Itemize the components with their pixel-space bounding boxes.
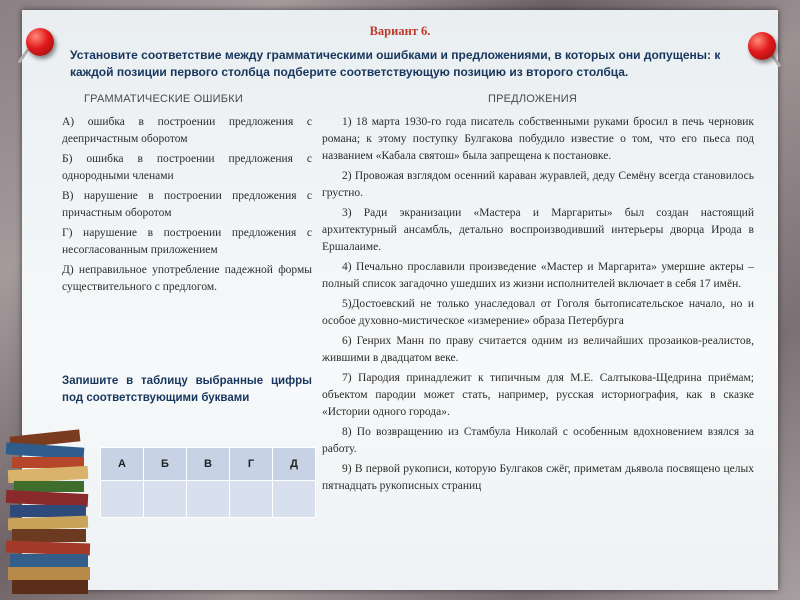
answer-letter: Д <box>273 448 316 481</box>
sentence-item: 3) Ради экранизации «Мастера и Маргариты» был создан настоящий архитектурный ансамбль, детально воспроизводивший интерьеры дворца Ирода в Ершалаиме. <box>322 207 754 253</box>
error-item: Г) нарушение в построении предложения с несогласованным приложением <box>62 227 312 256</box>
answer-letter: Г <box>230 448 273 481</box>
instruction-text: Запишите в таблицу выбранные цифры под соответствующими буквами <box>62 375 312 404</box>
answer-letter: А <box>101 448 144 481</box>
answer-table <box>100 447 316 518</box>
errors-list <box>62 114 312 299</box>
error-item: Б) ошибка в построении предложения с однородными членами <box>62 153 312 182</box>
sentence-item: 7) Пародия принадлежит к типичным для М.Е. Салтыкова-Щедрина приёмам; объектом пародии может стать, например, русская историография, как в сказке «Истории одного города». <box>322 372 754 418</box>
sentence-item: 2) Провожая взглядом осенний караван журавлей, деду Семёну всегда становилось грустно. <box>322 170 754 199</box>
sentences-column-header: ПРЕДЛОЖЕНИЯ <box>488 93 578 105</box>
answer-cell[interactable] <box>230 481 273 518</box>
books-stack-icon <box>0 425 100 600</box>
answer-cell[interactable] <box>187 481 230 518</box>
answer-letter: В <box>187 448 230 481</box>
sentences-list <box>322 114 754 498</box>
errors-column-header: ГРАММАТИЧЕСКИЕ ОШИБКИ <box>84 93 243 105</box>
sentence-item: 4) Печально прославили произведение «Мастер и Маргарита» умершие актеры – полный список загадочно ушедших из жизни исполнителей включает в себя 17 имён. <box>322 261 754 290</box>
sentence-item: 5)Достоевский не только унаследовал от Гоголя бытописательское начало, но и особое духовно-мистическое «измерение» образа Петербурга <box>322 298 754 327</box>
sentence-item: 6) Генрих Манн по праву считается одним из величайших прозаиков-реалистов, жившими в двадцатом веке. <box>322 335 754 364</box>
answer-cell[interactable] <box>273 481 316 518</box>
answer-cell[interactable] <box>144 481 187 518</box>
task-text: Установите соответствие между грамматическими ошибками и предложениями, в которых они допущены: к каждой позиции первого столбца подберите соответствующую позицию из второго столбца. <box>70 48 721 79</box>
answer-letter: Б <box>144 448 187 481</box>
sentence-item: 1) 18 марта 1930-го года писатель собственными руками бросил в печь черновик романа; к этому поступку Булгакова побудило известие о том, что его пьеса под названием «Кабала святош» была запрещена к постановке. <box>322 116 754 162</box>
error-item: В) нарушение в построении предложения с причастным оборотом <box>62 190 312 219</box>
answer-table-input-row <box>101 481 316 518</box>
error-item: А) ошибка в построении предложения с деепричастным оборотом <box>62 116 312 145</box>
answer-table-header-row <box>101 448 316 481</box>
error-item: Д) неправильное употребление падежной формы существительного с предлогом. <box>62 264 312 293</box>
sentence-item: 9) В первой рукописи, которую Булгаков сжёг, приметам дьявола посвящено целых пятнадцать рукописных страниц <box>322 463 754 492</box>
sentence-item: 8) По возвращению из Стамбула Николай с особенным вдохновением взялся за работу. <box>322 426 754 455</box>
variant-title: Вариант 6. <box>369 24 431 38</box>
answer-cell[interactable] <box>101 481 144 518</box>
